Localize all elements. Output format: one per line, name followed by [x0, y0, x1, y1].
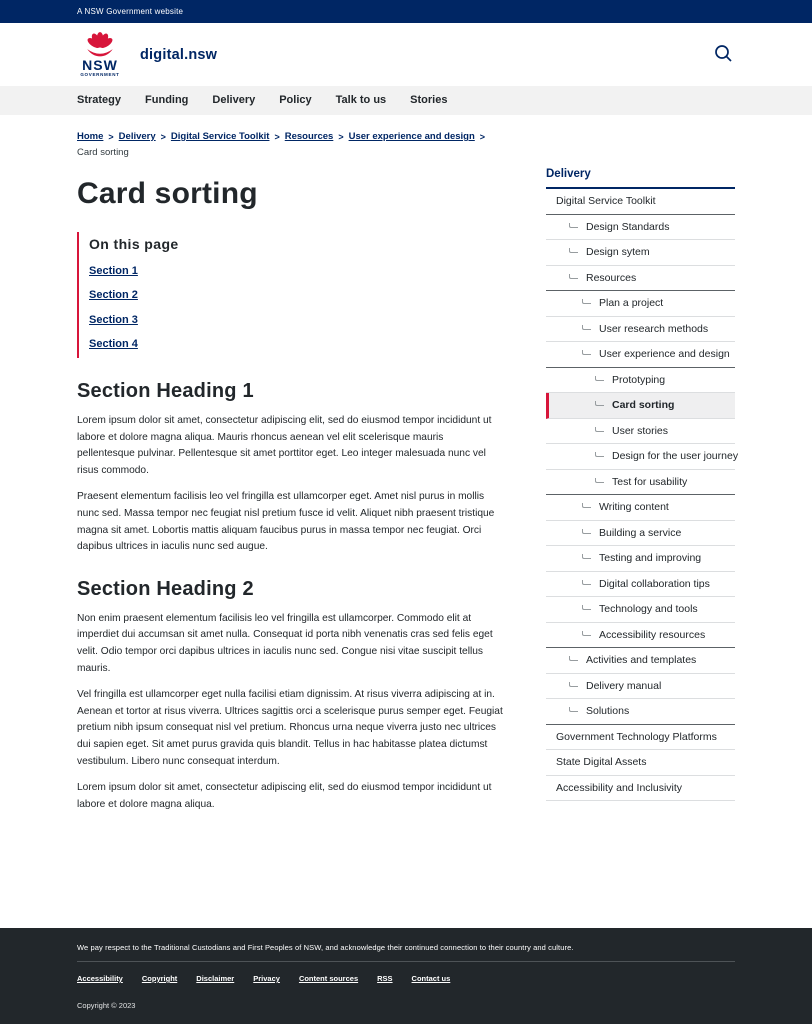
breadcrumb-current: Card sorting: [77, 147, 129, 158]
nav-item-strategy[interactable]: Strategy: [77, 94, 122, 106]
section-sidebar: [546, 168, 739, 801]
footer: [0, 928, 812, 1024]
chevron-right-icon: >: [274, 131, 280, 142]
nav-item-delivery[interactable]: Delivery: [212, 94, 256, 106]
sidebar-item-activities-and-templates[interactable]: [546, 648, 735, 674]
footer-link-accessibility[interactable]: Accessibility: [77, 974, 123, 983]
breadcrumb-link-user-experience-and-design[interactable]: User experience and design: [348, 131, 475, 142]
sub-level-elbow-icon: [582, 350, 591, 355]
logo-government-text: GOVERNMENT: [80, 72, 120, 78]
sidebar-item-label: Plan a project: [599, 297, 664, 310]
search-button[interactable]: [712, 42, 735, 68]
sidebar-item-label: Activities and templates: [586, 654, 697, 667]
sidebar-item-label: User experience and design: [599, 348, 730, 361]
sidebar-item-label: Design sytem: [586, 246, 650, 259]
sidebar-item-label: User stories: [612, 424, 669, 437]
nav-item-funding[interactable]: Funding: [145, 94, 189, 106]
sidebar-item-label: Delivery manual: [586, 679, 662, 692]
sub-level-elbow-icon: [569, 656, 578, 661]
sidebar-item-label: User research methods: [599, 322, 709, 335]
sidebar-item-user-experience-and-design[interactable]: [546, 342, 735, 368]
nsw-government-logo[interactable]: [77, 31, 123, 78]
footer-divider: [77, 961, 735, 962]
nav-item-stories[interactable]: Stories: [410, 94, 448, 106]
footer-links: [77, 974, 735, 983]
body-paragraph: Non enim praesent elementum facilisis leo vel fringilla est ullamcorper. Commodo elit at imperdiet dui accumsan sit amet nulla. Consequat id porta nibh venenatis cras sed felis eget velit. Odio tempor orci dapibus ultrices in iaculis nunc sed. Congue nisi vitae suscipit tellus mauris.: [77, 612, 493, 674]
footer-link-disclaimer[interactable]: Disclaimer: [196, 974, 235, 983]
on-this-page-link-section-2[interactable]: Section 2: [89, 289, 138, 301]
sidebar-item-label: Testing and improving: [599, 552, 702, 565]
sidebar-item-test-for-usability[interactable]: [546, 470, 735, 496]
sidebar-item-government-technology-platforms[interactable]: [546, 725, 735, 751]
sidebar-item-label: Design Standards: [586, 220, 670, 233]
on-this-page-links: [89, 265, 503, 351]
sidebar-item-testing-and-improving[interactable]: [546, 546, 735, 572]
chevron-right-icon: >: [108, 131, 114, 142]
on-this-page-link-section-3[interactable]: Section 3: [89, 313, 138, 326]
sidebar-item-label: Accessibility and Inclusivity: [556, 781, 683, 794]
sidebar-item-prototyping[interactable]: [546, 368, 735, 394]
sub-level-elbow-icon: [569, 707, 578, 712]
sidebar-item-user-research-methods[interactable]: [546, 317, 735, 343]
sidebar-item-user-stories[interactable]: [546, 419, 735, 445]
nav-item-talk-to-us[interactable]: Talk to us: [335, 94, 387, 106]
sidebar-item-state-digital-assets[interactable]: [546, 750, 735, 776]
breadcrumb: [77, 131, 503, 158]
page-sections: [77, 380, 503, 813]
footer-link-contact-us[interactable]: Contact us: [411, 974, 451, 983]
sidebar-item-digital-collaboration-tips[interactable]: [546, 572, 735, 598]
nav-item-policy[interactable]: Policy: [279, 94, 312, 106]
chevron-right-icon: >: [479, 131, 486, 142]
body-paragraph: Lorem ipsum dolor sit amet, consectetur adipiscing elit, sed do eiusmod tempor incididunt ut labore et dolore magna aliqua.: [77, 782, 492, 810]
breadcrumb-link-delivery[interactable]: Delivery: [118, 131, 156, 142]
logo-nsw-text: NSW: [82, 57, 118, 74]
copyright-text: Copyright © 2023: [77, 1001, 136, 1010]
sidebar-item-label: Digital Service Toolkit: [556, 195, 656, 208]
waratah-icon: [77, 31, 123, 57]
sidebar-item-label: Digital collaboration tips: [599, 577, 710, 590]
breadcrumb-link-resources[interactable]: Resources: [284, 131, 334, 142]
sub-level-elbow-icon: [595, 401, 604, 406]
sub-level-elbow-icon: [569, 248, 578, 253]
on-this-page-title: On this page: [89, 236, 179, 252]
chevron-right-icon: >: [160, 131, 166, 142]
sidebar-item-label: Resources: [586, 271, 637, 284]
sub-level-elbow-icon: [595, 376, 604, 381]
breadcrumb-link-digital-service-toolkit[interactable]: Digital Service Toolkit: [170, 131, 270, 142]
masthead: [0, 23, 812, 86]
sidebar-item-label: Prototyping: [612, 373, 666, 386]
main-nav: [0, 86, 812, 115]
sidebar-item-label: Card sorting: [612, 399, 675, 412]
sidebar-item-design-standards[interactable]: [546, 215, 735, 241]
body-paragraph: Praesent elementum facilisis leo vel fringilla est ullamcorper eget. Amet nisl purus in mollis nunc sed. Massa tempor nec feugiat nisl pretium fusce id velit. Aliquet nibh praesent tristique magna sit amet. Lobortis mattis aliquam faucibus purus in massa tempor nec feugiat. Orci dapibus ultrices in iaculis nunc sed augue.: [77, 491, 495, 553]
footer-link-rss[interactable]: RSS: [377, 974, 393, 983]
sidebar-item-label: Accessibility resources: [599, 628, 706, 641]
acknowledgment-text: We pay respect to the Traditional Custodians and First Peoples of NSW, and acknowledge their continued connection to their country and culture.: [77, 943, 574, 952]
sidebar-item-label: Government Technology Platforms: [556, 730, 717, 743]
sub-level-elbow-icon: [582, 299, 591, 304]
sidebar-item-card-sorting[interactable]: [546, 393, 735, 419]
sub-level-elbow-icon: [582, 325, 591, 330]
section-heading-1: Section Heading 1: [77, 380, 254, 402]
content-container: [77, 131, 739, 813]
body-paragraph: Lorem ipsum dolor sit amet, consectetur adipiscing elit, sed do eiusmod tempor incididunt ut labore et dolore magna aliqua. Mauris rhoncus aenean vel elit scelerisque mauris pellentesque pulvinar. Pellentesque sit amet porttitor eget. Leo integer malesuada nunc vel risus commodo.: [77, 415, 492, 476]
sidebar-item-digital-service-toolkit[interactable]: [546, 189, 735, 215]
sidebar-item-label: Writing content: [599, 501, 669, 514]
chevron-right-icon: >: [338, 131, 344, 142]
on-this-page-box: [77, 232, 503, 358]
on-this-page-link-section-4[interactable]: Section 4: [89, 338, 138, 350]
section-heading-2: Section Heading 2: [77, 577, 254, 600]
sidebar-item-label: Building a service: [599, 526, 682, 539]
sidebar-item-building-a-service[interactable]: [546, 521, 735, 547]
sidebar-item-design-for-the-user-journey[interactable]: [546, 444, 739, 470]
page-title: Card sorting: [77, 177, 258, 210]
footer-link-content-sources[interactable]: Content sources: [298, 974, 359, 983]
sidebar-item-solutions[interactable]: [546, 699, 735, 725]
sidebar-item-label: Solutions: [586, 705, 630, 718]
main-content: [77, 131, 503, 813]
sidebar-item-label: Test for usability: [612, 475, 688, 488]
search-icon: [714, 51, 733, 66]
sidebar-item-accessibility-and-inclusivity[interactable]: [546, 776, 735, 802]
sub-level-elbow-icon: [582, 605, 591, 610]
sidebar-item-plan-a-project[interactable]: [546, 291, 735, 317]
sidebar-item-accessibility-resources[interactable]: [546, 623, 735, 649]
sub-level-elbow-icon: [569, 223, 578, 228]
site-title[interactable]: digital.nsw: [140, 46, 218, 63]
government-banner: [0, 0, 812, 23]
sub-level-elbow-icon: [582, 503, 591, 508]
sidebar-item-label: State Digital Assets: [556, 756, 647, 769]
sidebar-item-delivery-manual[interactable]: [546, 674, 735, 700]
sidebar-item-technology-and-tools[interactable]: [546, 597, 735, 623]
government-banner-text: A NSW Government website: [77, 7, 184, 16]
sub-level-elbow-icon: [582, 580, 591, 585]
sidebar-item-writing-content[interactable]: [546, 495, 735, 521]
body-paragraph: Vel fringilla est ullamcorper eget nulla facilisi etiam dignissim. At risus viverra adipiscing at in. Aenean et tortor at risus viverra. Ultrices sagittis orci a scelerisque purus semper eget. Feugiat pretium nibh ipsum consequat nisl vel pretium. Rhoncus urna neque viverra justo nec ultrices dui sapien eget. Sit amet purus gravida quis blandit. Tellus in hac habitasse platea dictumst vestibulum. Libero nunc consequat interdum.: [77, 689, 503, 767]
sidebar-title[interactable]: Delivery: [546, 168, 735, 189]
sidebar-item-label: Technology and tools: [599, 603, 698, 616]
sidebar-item-label: Design for the user journey: [612, 450, 739, 463]
footer-link-privacy[interactable]: Privacy: [253, 974, 280, 983]
sub-level-elbow-icon: [595, 452, 604, 457]
sub-level-elbow-icon: [582, 631, 591, 636]
sub-level-elbow-icon: [582, 554, 591, 559]
sub-level-elbow-icon: [595, 427, 604, 432]
sub-level-elbow-icon: [582, 529, 591, 534]
sub-level-elbow-icon: [569, 274, 578, 279]
sidebar-item-resources[interactable]: [546, 266, 735, 292]
on-this-page-link-section-1[interactable]: Section 1: [89, 264, 138, 277]
sidebar-item-design-sytem[interactable]: [546, 240, 735, 266]
sub-level-elbow-icon: [569, 682, 578, 687]
breadcrumb-link-home[interactable]: Home: [77, 131, 104, 142]
sub-level-elbow-icon: [595, 478, 604, 483]
footer-link-copyright[interactable]: Copyright: [141, 974, 178, 983]
sidebar-items: [546, 189, 739, 801]
